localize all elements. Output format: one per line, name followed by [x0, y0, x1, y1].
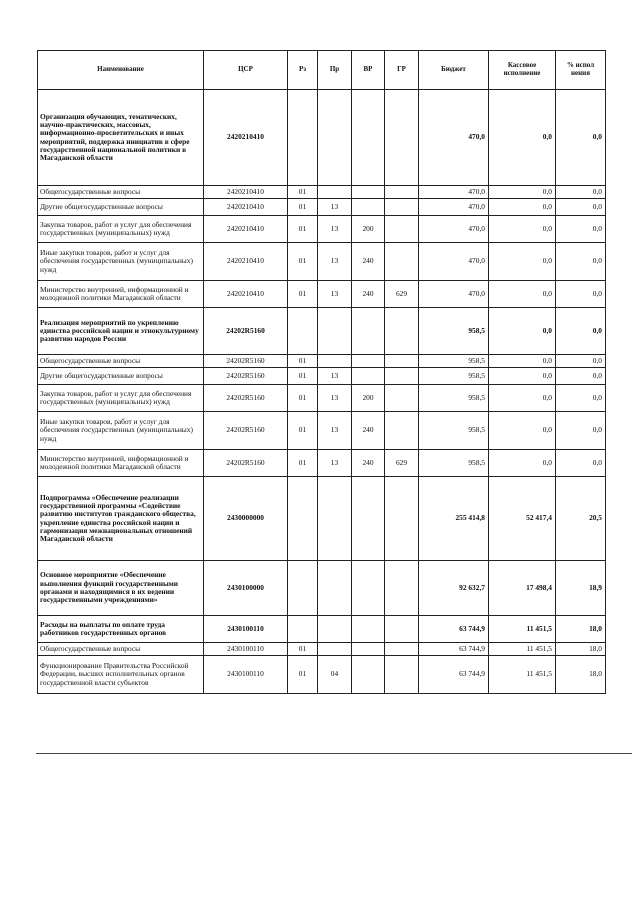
- cell-name: Закупка товаров, работ и услуг для обеспечения государственных (муниципальных) нужд: [38, 216, 204, 243]
- cell-budget: 255 414,8: [419, 477, 489, 561]
- cell-name: Другие общегосударственные вопросы: [38, 368, 204, 385]
- cell-cash: 0,0: [489, 216, 556, 243]
- cell-pr: 13: [318, 450, 352, 477]
- table-row: [38, 385, 606, 412]
- cell-name: Общегосударственные вопросы: [38, 186, 204, 199]
- cell-gr: [385, 186, 419, 199]
- header-cash: Кассовое исполнение: [489, 51, 556, 90]
- cell-budget: 470,0: [419, 281, 489, 308]
- cell-name: Подпрограмма «Обеспечение реализации государственной программы «Содействие развитию институтов гражданского общества, укрепление единства российской нации и гармонизация межнациональных отношений Магаданской области: [38, 477, 204, 561]
- cell-cash: 11 451,5: [489, 643, 556, 656]
- cell-vr: 240: [352, 450, 385, 477]
- cell-cash: 11 451,5: [489, 616, 556, 643]
- cell-pct: 0,0: [556, 90, 606, 186]
- cell-rz: [288, 477, 318, 561]
- header-csr: ЦСР: [204, 51, 288, 90]
- cell-name: Общегосударственные вопросы: [38, 643, 204, 656]
- cell-pr: [318, 616, 352, 643]
- table-row: [38, 656, 606, 694]
- cell-vr: 240: [352, 281, 385, 308]
- cell-pr: 13: [318, 281, 352, 308]
- cell-pr: 13: [318, 385, 352, 412]
- cell-name: Иные закупки товаров, работ и услуг для обеспечения государственных (муниципальных) нужд: [38, 412, 204, 450]
- cell-budget: 470,0: [419, 243, 489, 281]
- cell-gr: [385, 477, 419, 561]
- table-row: [38, 450, 606, 477]
- cell-vr: 240: [352, 412, 385, 450]
- cell-csr: 2420210410: [204, 281, 288, 308]
- cell-rz: 01: [288, 656, 318, 694]
- cell-rz: 01: [288, 281, 318, 308]
- cell-pct: 18,9: [556, 561, 606, 616]
- cell-cash: 0,0: [489, 243, 556, 281]
- cell-pct: 0,0: [556, 385, 606, 412]
- cell-pr: 04: [318, 656, 352, 694]
- cell-name: Организация обучающих, тематических, научно-практических, массовых, информационно-просветительских и иных мероприятий, поддержка инициатив в сфере государственной национальной политики в Магаданской области: [38, 90, 204, 186]
- cell-gr: [385, 412, 419, 450]
- cell-name: Министерство внутренней, информационной и молодежной политики Магаданской области: [38, 450, 204, 477]
- cell-csr: 24202R5160: [204, 385, 288, 412]
- cell-rz: 01: [288, 368, 318, 385]
- cell-pct: 18,0: [556, 643, 606, 656]
- cell-budget: 958,5: [419, 450, 489, 477]
- cell-cash: 11 451,5: [489, 656, 556, 694]
- cell-budget: 958,5: [419, 412, 489, 450]
- cell-pr: 13: [318, 243, 352, 281]
- table-row: [38, 643, 606, 656]
- cell-csr: 2420210410: [204, 243, 288, 281]
- budget-table: [37, 50, 606, 694]
- cell-cash: 0,0: [489, 281, 556, 308]
- cell-gr: 629: [385, 450, 419, 477]
- cell-name: Иные закупки товаров, работ и услуг для обеспечения государственных (муниципальных) нужд: [38, 243, 204, 281]
- cell-vr: [352, 616, 385, 643]
- cell-vr: [352, 656, 385, 694]
- cell-budget: 958,5: [419, 385, 489, 412]
- cell-csr: 2430100110: [204, 616, 288, 643]
- cell-pr: [318, 186, 352, 199]
- cell-budget: 958,5: [419, 355, 489, 368]
- cell-pr: [318, 355, 352, 368]
- cell-name: Закупка товаров, работ и услуг для обеспечения государственных (муниципальных) нужд: [38, 385, 204, 412]
- cell-pct: 0,0: [556, 186, 606, 199]
- cell-cash: 0,0: [489, 199, 556, 216]
- cell-csr: 2430100110: [204, 656, 288, 694]
- cell-name: Министерство внутренней, информационной и молодежной политики Магаданской области: [38, 281, 204, 308]
- cell-vr: [352, 643, 385, 656]
- table-row: [38, 216, 606, 243]
- cell-gr: [385, 385, 419, 412]
- cell-csr: 24202R5160: [204, 450, 288, 477]
- cell-gr: [385, 308, 419, 355]
- cell-gr: 629: [385, 281, 419, 308]
- cell-name: Расходы на выплаты по оплате труда работников государственных органов: [38, 616, 204, 643]
- table-row: [38, 199, 606, 216]
- cell-csr: 2430100000: [204, 561, 288, 616]
- header-budget: Бюджет: [419, 51, 489, 90]
- cell-vr: [352, 90, 385, 186]
- cell-budget: 63 744,9: [419, 616, 489, 643]
- cell-rz: 01: [288, 186, 318, 199]
- header-rz: Рз: [288, 51, 318, 90]
- cell-name: Реализация мероприятий по укреплению единства российской нации и этнокультурному развитию народов России: [38, 308, 204, 355]
- cell-cash: 0,0: [489, 450, 556, 477]
- cell-rz: 01: [288, 355, 318, 368]
- cell-budget: 63 744,9: [419, 656, 489, 694]
- header-pct: % испол нения: [556, 51, 606, 90]
- cell-budget: 470,0: [419, 199, 489, 216]
- table-row: [38, 561, 606, 616]
- cell-vr: [352, 308, 385, 355]
- cell-pct: 0,0: [556, 412, 606, 450]
- table-row: [38, 308, 606, 355]
- cell-csr: 2420210410: [204, 186, 288, 199]
- cell-csr: 24202R5160: [204, 368, 288, 385]
- cell-pr: [318, 561, 352, 616]
- cell-pr: [318, 477, 352, 561]
- table-row: [38, 368, 606, 385]
- table-row: [38, 616, 606, 643]
- cell-budget: 92 632,7: [419, 561, 489, 616]
- cell-rz: 01: [288, 643, 318, 656]
- cell-name: Общегосударственные вопросы: [38, 355, 204, 368]
- cell-csr: 2420210410: [204, 90, 288, 186]
- cell-pct: 0,0: [556, 368, 606, 385]
- header-vr: ВР: [352, 51, 385, 90]
- cell-pct: 0,0: [556, 216, 606, 243]
- cell-name: Другие общегосударственные вопросы: [38, 199, 204, 216]
- table-row: [38, 412, 606, 450]
- cell-pr: 13: [318, 412, 352, 450]
- cell-gr: [385, 216, 419, 243]
- cell-name: Основное мероприятие «Обеспечение выполнения функций государственными органами и находящимися в их ведении государственными учреждениями»: [38, 561, 204, 616]
- cell-gr: [385, 368, 419, 385]
- cell-budget: 63 744,9: [419, 643, 489, 656]
- cell-name: Функционирование Правительства Российской Федерации, высших исполнительных органов государственной власти субъектов: [38, 656, 204, 694]
- cell-pct: 0,0: [556, 199, 606, 216]
- cell-rz: 01: [288, 216, 318, 243]
- table-row: [38, 186, 606, 199]
- header-pr: Пр: [318, 51, 352, 90]
- cell-cash: 0,0: [489, 308, 556, 355]
- cell-pct: 20,5: [556, 477, 606, 561]
- cell-vr: 200: [352, 385, 385, 412]
- table-body: [38, 90, 606, 694]
- cell-vr: [352, 477, 385, 561]
- cell-rz: 01: [288, 199, 318, 216]
- cell-gr: [385, 656, 419, 694]
- cell-pr: [318, 90, 352, 186]
- cell-cash: 0,0: [489, 90, 556, 186]
- cell-cash: 0,0: [489, 368, 556, 385]
- cell-gr: [385, 243, 419, 281]
- cell-rz: 01: [288, 385, 318, 412]
- cell-pr: [318, 643, 352, 656]
- cell-budget: 958,5: [419, 308, 489, 355]
- cell-vr: [352, 186, 385, 199]
- cell-csr: 2420210410: [204, 199, 288, 216]
- cell-pct: 18,0: [556, 656, 606, 694]
- cell-pct: 0,0: [556, 281, 606, 308]
- cell-cash: 0,0: [489, 412, 556, 450]
- cell-gr: [385, 616, 419, 643]
- cell-csr: 24202R5160: [204, 355, 288, 368]
- cell-pr: 13: [318, 216, 352, 243]
- cell-pct: 0,0: [556, 308, 606, 355]
- cell-vr: [352, 561, 385, 616]
- cell-csr: 24202R5160: [204, 308, 288, 355]
- cell-rz: [288, 616, 318, 643]
- cell-budget: 470,0: [419, 216, 489, 243]
- cell-vr: 240: [352, 243, 385, 281]
- cell-vr: 200: [352, 216, 385, 243]
- cell-gr: [385, 199, 419, 216]
- cell-cash: 0,0: [489, 186, 556, 199]
- cell-gr: [385, 355, 419, 368]
- cell-cash: 0,0: [489, 355, 556, 368]
- bottom-rule: [36, 753, 632, 754]
- cell-cash: 0,0: [489, 385, 556, 412]
- cell-csr: 2430100110: [204, 643, 288, 656]
- cell-gr: [385, 561, 419, 616]
- table-row: [38, 90, 606, 186]
- cell-gr: [385, 643, 419, 656]
- cell-pct: 18,0: [556, 616, 606, 643]
- cell-rz: 01: [288, 450, 318, 477]
- cell-gr: [385, 90, 419, 186]
- cell-csr: 2420210410: [204, 216, 288, 243]
- cell-rz: 01: [288, 243, 318, 281]
- cell-pr: [318, 308, 352, 355]
- cell-vr: [352, 199, 385, 216]
- cell-cash: 52 417,4: [489, 477, 556, 561]
- cell-csr: 24202R5160: [204, 412, 288, 450]
- table-row: [38, 243, 606, 281]
- cell-pct: 0,0: [556, 243, 606, 281]
- cell-rz: [288, 561, 318, 616]
- cell-budget: 470,0: [419, 186, 489, 199]
- cell-pct: 0,0: [556, 355, 606, 368]
- table-row: [38, 355, 606, 368]
- table-header-row: [38, 51, 606, 90]
- cell-budget: 958,5: [419, 368, 489, 385]
- cell-vr: [352, 355, 385, 368]
- cell-vr: [352, 368, 385, 385]
- cell-pr: 13: [318, 199, 352, 216]
- table-row: [38, 477, 606, 561]
- header-name: Наименование: [38, 51, 204, 90]
- cell-cash: 17 498,4: [489, 561, 556, 616]
- table-row: [38, 281, 606, 308]
- cell-rz: 01: [288, 412, 318, 450]
- cell-pr: 13: [318, 368, 352, 385]
- cell-pct: 0,0: [556, 450, 606, 477]
- cell-rz: [288, 90, 318, 186]
- header-gr: ГР: [385, 51, 419, 90]
- cell-csr: 2430000000: [204, 477, 288, 561]
- cell-rz: [288, 308, 318, 355]
- cell-budget: 470,0: [419, 90, 489, 186]
